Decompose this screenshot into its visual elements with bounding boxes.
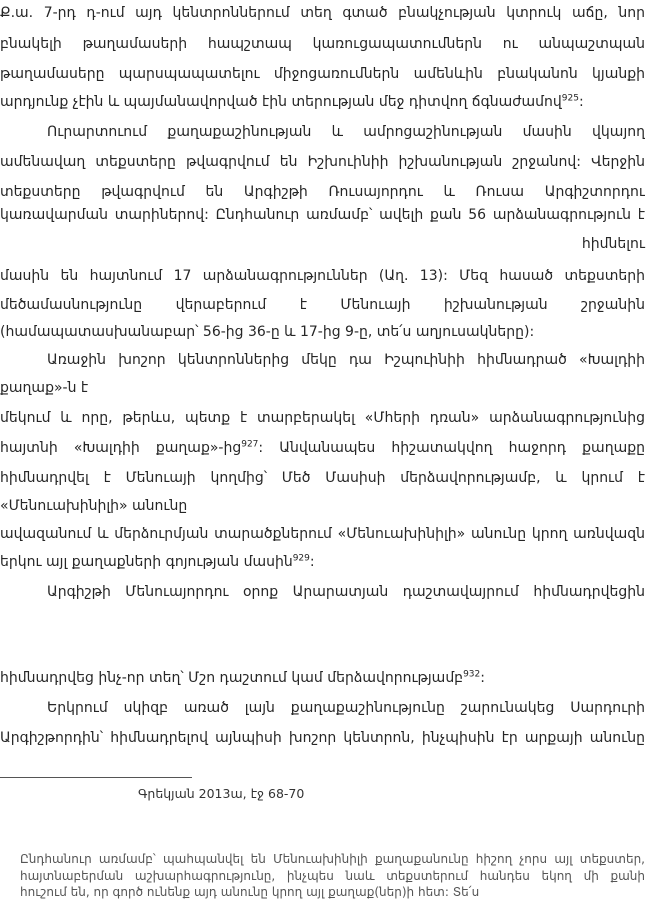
text-line: հիմնադրվել է Մենուայի կողմից՝ Մեծ Մասիսի մերձավորությամբ, և կրում է bbox=[0, 470, 645, 486]
text-line: (համապատասխանաբար՝ 56-ից 36-ը և 17-ից 9-ը, տե՛ս աղյուսակները): bbox=[0, 324, 535, 340]
footnote-line: Ընդհանուր առմամբ՝ պահպանվել են Մենուախինիլի քաղաքանունը հիշող չորս այլ տեքստեր, bbox=[20, 852, 645, 866]
footnote-line: հուշում են, որ գործ ունենք այդ անունը կրող այլ քաղաք(ներ)ի հետ: Տե՛ս bbox=[20, 885, 480, 899]
text-line: ամենավաղ տեքստերը թվագրվում են Իշխուինիի իշխանության շրջանով: Վերջին bbox=[0, 154, 645, 170]
text-line: մեծամասնությունը վերաբերում է Մենուայի իշխանության շրջանին bbox=[0, 297, 645, 313]
text-line: հիմնադրվեց ինչ-որ տեղ՝ Մշո դաշտում կամ մերձավորությամբ$^{932}$: bbox=[0, 669, 485, 686]
text-line: Ք.ա. 7-րդ դ-ում այդ կենտրոններում տեղ գտած բնակչության կտրուկ աճը, նոր bbox=[0, 5, 645, 21]
text-line: տեքստերը թվագրվում են Արգիշթի Ռուսայորդու և Ռուսա Արգիշտորդու bbox=[0, 184, 645, 200]
text-line: կառավարման տարիներով: Ընդհանուր առմամբ՝ ավելի քան 56 արձանագրություն է bbox=[0, 207, 645, 223]
text-line: քաղաք»-ն է bbox=[0, 380, 89, 396]
text-line: արդյունք չէին և պայմանավորված էին տերության մեջ դիտվող ճգնաժամով$^{925}$: bbox=[0, 93, 584, 110]
text-line: Արգիշթորդին՝ հիմնադրելով այնպիսի խոշոր կենտրոն, ինչպիսին էր արքայի անունը bbox=[0, 730, 645, 746]
text-line: Ուրարտուում քաղաքաշինության և ամրոցաշինության մասին վկայող bbox=[47, 124, 645, 140]
footnote-line: հայտնաբերման աշխարհագրությունը, ինչպես նաև տեքստերում հանդես եկող մի քանի bbox=[20, 869, 645, 883]
footnote: Գրեկյան 2013ա, էջ 68-70 bbox=[138, 786, 305, 801]
footnote-separator bbox=[0, 777, 192, 778]
text-line: թաղամասերը պարսպապատելու միջոցառումներն ամենևին բնականոն կյանքի bbox=[0, 66, 645, 82]
text-line: «Մենուախինիլի» անունը bbox=[0, 498, 188, 514]
text-line: հայտնի «Խալդիի քաղաք»-ից$^{927}$: Անվանապես հիշատակվող հաջորդ քաղաքը bbox=[0, 439, 645, 456]
text-line: մասին են հայտնում 17 արձանագրություններ (Աղ. 13): Մեզ հասած տեքստերի bbox=[0, 268, 645, 284]
text-line: Առաջին խոշոր կենտրոններից մեկը դա Իշպուինիի հիմնադրած «Խալդիի bbox=[47, 352, 645, 368]
footnote-ref[interactable]: 929 bbox=[292, 553, 310, 564]
footnote-ref[interactable]: 925 bbox=[561, 93, 579, 104]
text-line: բնակելի թաղամասերի հապշտապ կառուցապատումներն ու անպաշտպան bbox=[0, 36, 645, 52]
text-line: Երկրում սկիզբ առած լայն քաղաքաշինությունը շարունակեց Սարդուրի bbox=[47, 700, 645, 716]
text-line: մեկում և որը, թերևս, պետք է տարբերակել «Մհերի դռան» արձանագրությունից bbox=[0, 410, 645, 426]
text-line: Արգիշթի Մենուայորդու օրոք Արարատյան դաշտավայրում հիմնադրվեցին bbox=[47, 584, 645, 600]
footnote-ref[interactable]: 932 bbox=[463, 669, 481, 680]
footnote-ref[interactable]: 927 bbox=[241, 439, 259, 450]
text-line: երկու այլ քաղաքների գոյության մասին$^{929}$: bbox=[0, 553, 315, 570]
text-line: ավազանում և մերձուրմյան տարածքներում «Մենուախինիլի» անունը կրող առնվազն bbox=[0, 526, 645, 542]
text-line: հիմնելու bbox=[581, 236, 645, 252]
